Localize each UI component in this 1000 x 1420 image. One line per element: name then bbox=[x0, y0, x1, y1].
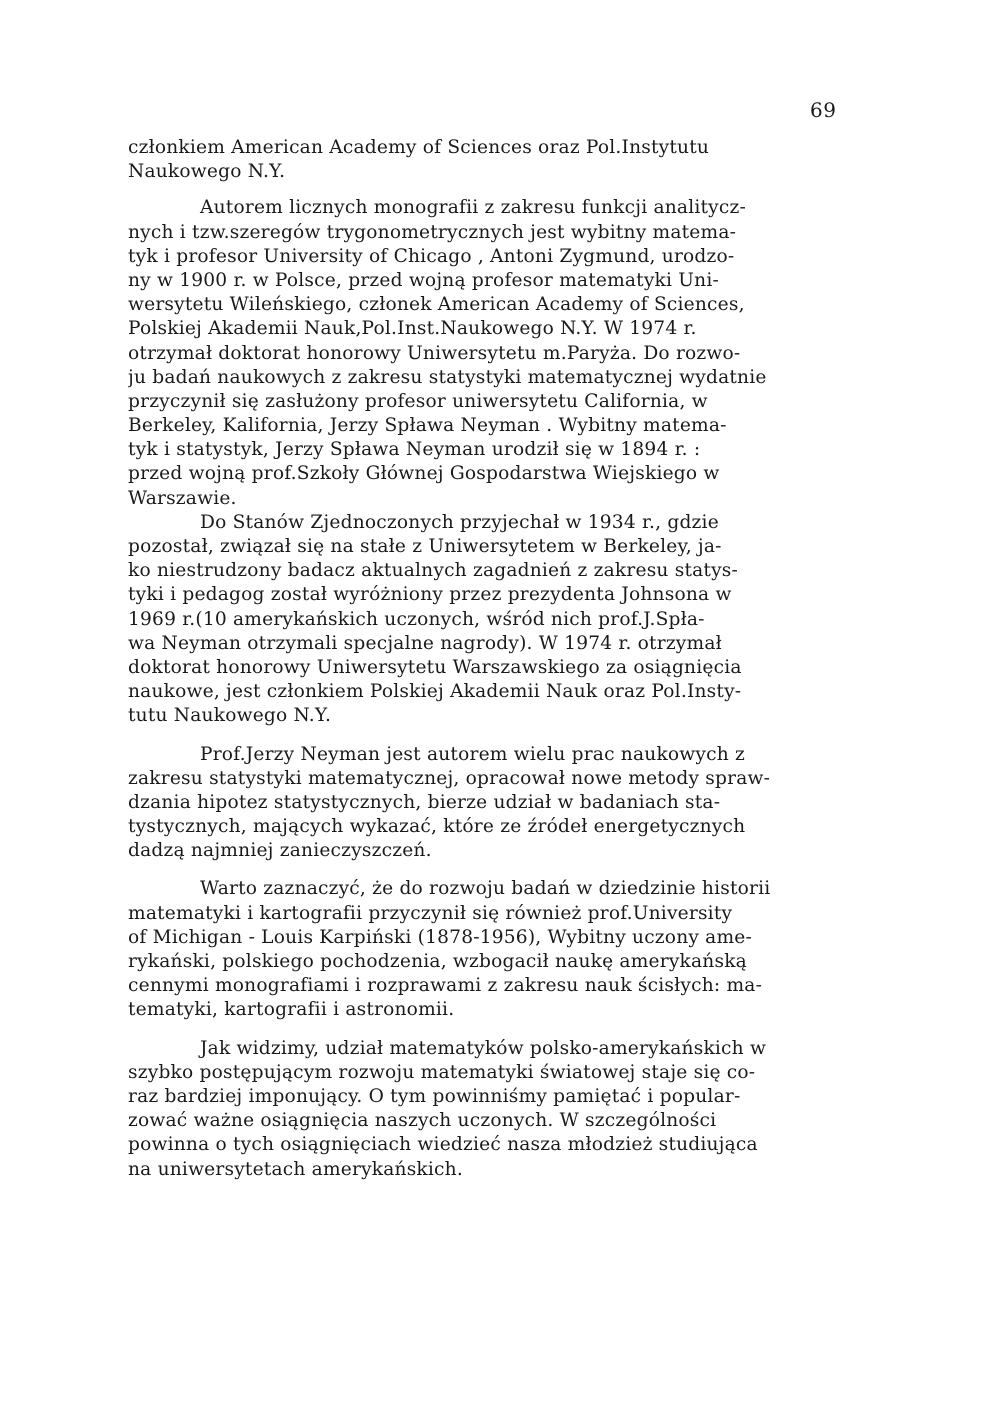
text-line: of Michigan - Louis Karpiński (1878-1956), Wybitny uczony ame- bbox=[128, 926, 752, 948]
text-line: Warto zaznaczyć, że do rozwoju badań w dziedzinie historii bbox=[200, 878, 771, 900]
text-line: pozostał, związał się na stałe z Uniwersytetem w Berkeley, ja- bbox=[128, 536, 722, 557]
text-line: szybko postępującym rozwoju matematyki światowej staje się co- bbox=[128, 1061, 756, 1083]
text-line: tystycznych, mających wykazać, które ze źródeł energetycznych bbox=[128, 816, 746, 838]
text-line: otrzymał doktorat honorowy Uniwersytetu m.Paryża. Do rozwo- bbox=[128, 342, 741, 364]
text-line: zować ważne osiągnięcia naszych uczonych. W szczególności bbox=[128, 1110, 717, 1132]
text-line: wa Neyman otrzymali specjalne nagrody). W 1974 r. otrzymał bbox=[128, 632, 722, 654]
text-line: Naukowego N.Y. bbox=[128, 161, 286, 183]
text-line: matematyki i kartografii przyczynił się również prof.University bbox=[128, 902, 733, 924]
paragraph-continuation bbox=[128, 136, 878, 184]
paragraph-zygmund bbox=[128, 196, 878, 510]
text-line: powinna o tych osiągnięciach wiedzieć nasza młodzież studiująca bbox=[128, 1134, 758, 1156]
paragraph-karpinski bbox=[128, 877, 878, 1022]
text-line: naukowe, jest członkiem Polskiej Akademii Nauk oraz Pol.Insty- bbox=[128, 681, 742, 703]
text-line: tyk i profesor University of Chicago , Antoni Zygmund, urodzo- bbox=[128, 245, 735, 267]
paragraph-conclusion bbox=[128, 1037, 878, 1182]
body-text bbox=[128, 136, 878, 1182]
text-line: ny w 1900 r. w Polsce, przed wojną profesor matematyki Uni- bbox=[128, 269, 719, 291]
text-line: na uniwersytetach amerykańskich. bbox=[128, 1158, 463, 1180]
text-line: tyk i statystyk, Jerzy Spława Neyman urodził się w 1894 r. : bbox=[128, 439, 701, 461]
text-line: Warszawie. bbox=[128, 487, 237, 509]
text-line: rykański, polskiego pochodzenia, wzbogacił naukę amerykańską bbox=[128, 951, 747, 972]
page-number: 69 bbox=[810, 98, 837, 122]
text-line: Jak widzimy, udział matematyków polsko-amerykańskich w bbox=[200, 1037, 767, 1059]
text-line: Berkeley, Kalifornia, Jerzy Spława Neyman . Wybitny matema- bbox=[128, 415, 727, 437]
text-line: przed wojną prof.Szkoły Głównej Gospodarstwa Wiejskiego w bbox=[128, 463, 720, 485]
text-line: Polskiej Akademii Nauk,Pol.Inst.Naukowego N.Y. W 1974 r. bbox=[128, 318, 697, 340]
text-line: Prof.Jerzy Neyman jest autorem wielu prac naukowych z bbox=[200, 743, 746, 765]
paragraph-neyman bbox=[128, 511, 878, 729]
text-line: tematyki, kartografii i astronomii. bbox=[128, 999, 455, 1021]
text-line: nych i tzw.szeregów trygonometrycznych jest wybitny matema- bbox=[128, 221, 737, 243]
text-line: dadzą najmniej zanieczyszczeń. bbox=[128, 840, 432, 862]
text-line: doktorat honorowy Uniwersytetu Warszawskiego za osiągnięcia bbox=[128, 656, 742, 678]
text-line: przyczynił się zasłużony profesor uniwersytetu California, w bbox=[128, 390, 708, 412]
text-line: członkiem American Academy of Sciences oraz Pol.Instytutu bbox=[128, 137, 710, 158]
paragraph-neyman-work bbox=[128, 743, 878, 864]
text-line: dzania hipotez statystycznych, bierze udział w badaniach sta- bbox=[128, 791, 721, 813]
text-line: cennymi monografiami i rozprawami z zakresu nauk ścisłych: ma- bbox=[128, 975, 763, 997]
text-line: tyki i pedagog został wyróżniony przez prezydenta Johnsona w bbox=[128, 584, 732, 606]
text-line: Do Stanów Zjednoczonych przyjechał w 1934 r., gdzie bbox=[200, 511, 719, 533]
text-line: Autorem licznych monografii z zakresu funkcji analitycz- bbox=[200, 197, 746, 219]
text-line: ko niestrudzony badacz aktualnych zagadnień z zakresu statys- bbox=[128, 560, 739, 582]
text-line: zakresu statystyki matematycznej, opracował nowe metody spraw- bbox=[128, 767, 771, 789]
text-line: ju badań naukowych z zakresu statystyki matematycznej wydatnie bbox=[128, 366, 767, 388]
text-line: wersytetu Wileńskiego, członek American Academy of Sciences, bbox=[128, 294, 745, 316]
text-line: raz bardziej imponujący. O tym powinniśmy pamiętać i popular- bbox=[128, 1085, 741, 1107]
text-line: tutu Naukowego N.Y. bbox=[128, 705, 332, 727]
text-line: 1969 r.(10 amerykańskich uczonych, wśród nich prof.J.Spła- bbox=[128, 608, 705, 630]
